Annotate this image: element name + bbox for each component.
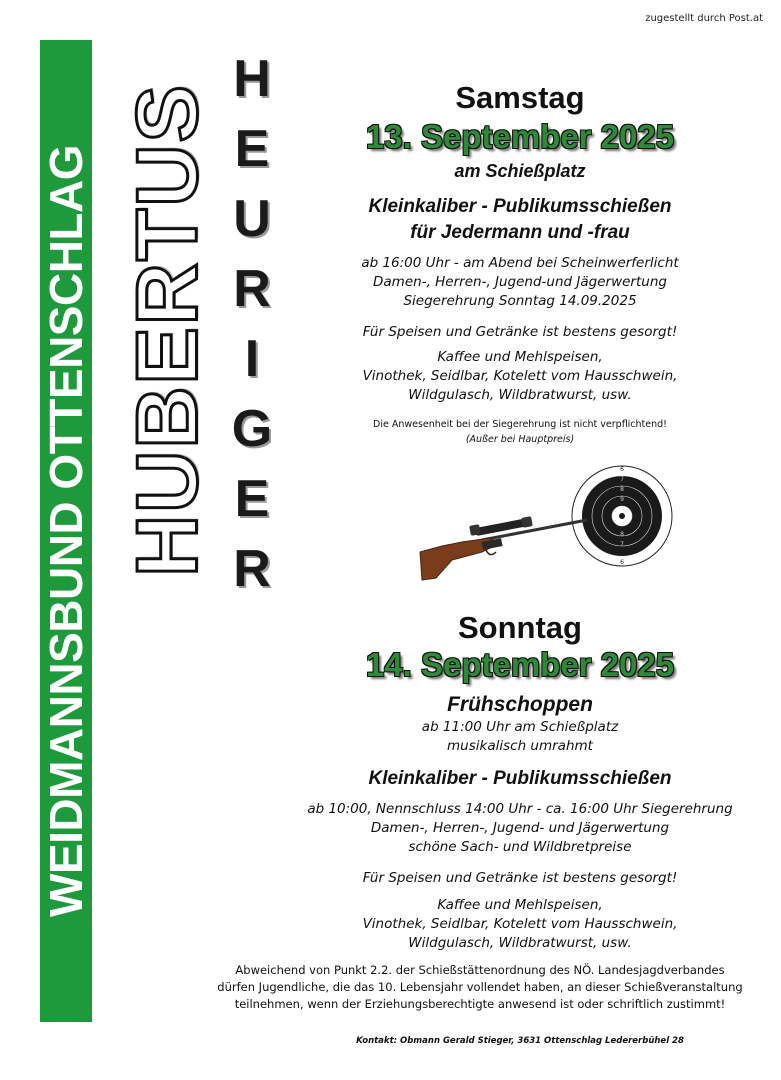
sunday-detail: ab 10:00, Nennschluss 14:00 Uhr - ca. 16:00 Uhr Siegerehrung (307, 801, 733, 817)
attendance-note: Die Anwesenheit bei der Siegerehrung ist nicht verpflichtend! (373, 419, 667, 430)
letter: E (234, 470, 270, 528)
saturday-location: am Schießplatz (454, 161, 586, 181)
letter: I (244, 330, 260, 388)
sunday-food-item: Vinothek, Seidlbar, Kotelett vom Hausschwein, (362, 916, 678, 932)
letter: G (231, 400, 273, 458)
sunday-section (290, 610, 750, 953)
saturday-food-note: Für Speisen und Getränke ist bestens gesorgt! (362, 324, 678, 340)
sunday-day: Sonntag (458, 610, 582, 645)
event-subtitle-stacked (222, 44, 282, 604)
rifle-and-target-icon (412, 460, 682, 590)
rules-line: Abweichend von Punkt 2.2. der Schießstättenordnung des NÖ. Landesjagdverbandes (235, 963, 725, 977)
letter: E (234, 120, 270, 178)
saturday-food-item: Kaffee und Mehlspeisen, (437, 349, 603, 365)
target-ring-label: 6 (620, 559, 624, 566)
sunday-line: ab 11:00 Uhr am Schießplatz (421, 719, 619, 735)
letter: U (233, 190, 271, 248)
saturday-date: 13. September 2025 (365, 118, 675, 155)
target-icon (572, 466, 672, 566)
contact-info: Kontakt: Obmann Gerald Stieger, 3631 Ottenschlag Ledererbühel 28 (356, 1036, 684, 1046)
sunday-date: 14. September 2025 (365, 646, 675, 683)
saturday-food-item: Wildgulasch, Wildbratwurst, usw. (408, 387, 632, 403)
saturday-section (290, 80, 750, 447)
target-ring-label: 6 (620, 466, 624, 473)
sunday-food-note: Für Speisen und Getränke ist bestens gesorgt! (362, 870, 678, 886)
sunday-detail: Damen-, Herren-, Jugend- und Jägerwertung (370, 820, 670, 836)
sunday-title: Frühschoppen (447, 693, 593, 716)
sunday-line: musikalisch umrahmt (447, 738, 593, 754)
saturday-day: Samstag (455, 80, 585, 115)
attendance-exception (290, 432, 750, 447)
letter: H (233, 50, 271, 108)
letter: R (233, 260, 271, 318)
target-ring-label: 7 (620, 541, 624, 548)
postal-note: zugestellt durch Post.at (645, 13, 763, 24)
sunday-food-item: Kaffee und Mehlspeisen, (437, 897, 603, 913)
target-ring-label: 8 (620, 531, 624, 538)
saturday-detail: Damen-, Herren-, Jugend-und Jägerwertung (373, 274, 667, 290)
target-ring-label: 9 (620, 496, 624, 503)
target-ring-label: 8 (620, 486, 624, 493)
target-ring-label: 7 (620, 476, 624, 483)
event-title-vertical: HUBERTUS (119, 83, 216, 577)
attendance-exception-text: (Außer bei Hauptpreis) (465, 434, 575, 445)
rules-line: dürfen Jugendliche, die das 10. Lebensjahr vollendet haben, an dieser Schießveranstaltung (217, 980, 743, 994)
sunday-detail: schöne Sach- und Wildbretpreise (408, 839, 632, 855)
sunday-shooting-title: Kleinkaliber - Publikumsschießen (368, 768, 672, 789)
saturday-detail: ab 16:00 Uhr - am Abend bei Scheinwerferlicht (361, 255, 679, 271)
rules-notice (200, 962, 760, 1013)
saturday-title-2: für Jedermann und -frau (410, 222, 630, 243)
saturday-food-item: Vinothek, Seidlbar, Kotelett vom Hausschwein, (362, 368, 678, 384)
rifle-icon (420, 516, 587, 580)
organization-name: WEIDMANNSBUND OTTENSCHLAG (40, 144, 92, 918)
rules-line: teilnehmen, wenn der Erziehungsberechtigte anwesend ist oder schriftlich zustimmt! (234, 997, 726, 1011)
saturday-title-1: Kleinkaliber - Publikumsschießen (368, 196, 672, 217)
letter: R (233, 540, 271, 598)
saturday-detail: Siegerehrung Sonntag 14.09.2025 (403, 293, 637, 309)
sunday-food-item: Wildgulasch, Wildbratwurst, usw. (408, 935, 632, 951)
